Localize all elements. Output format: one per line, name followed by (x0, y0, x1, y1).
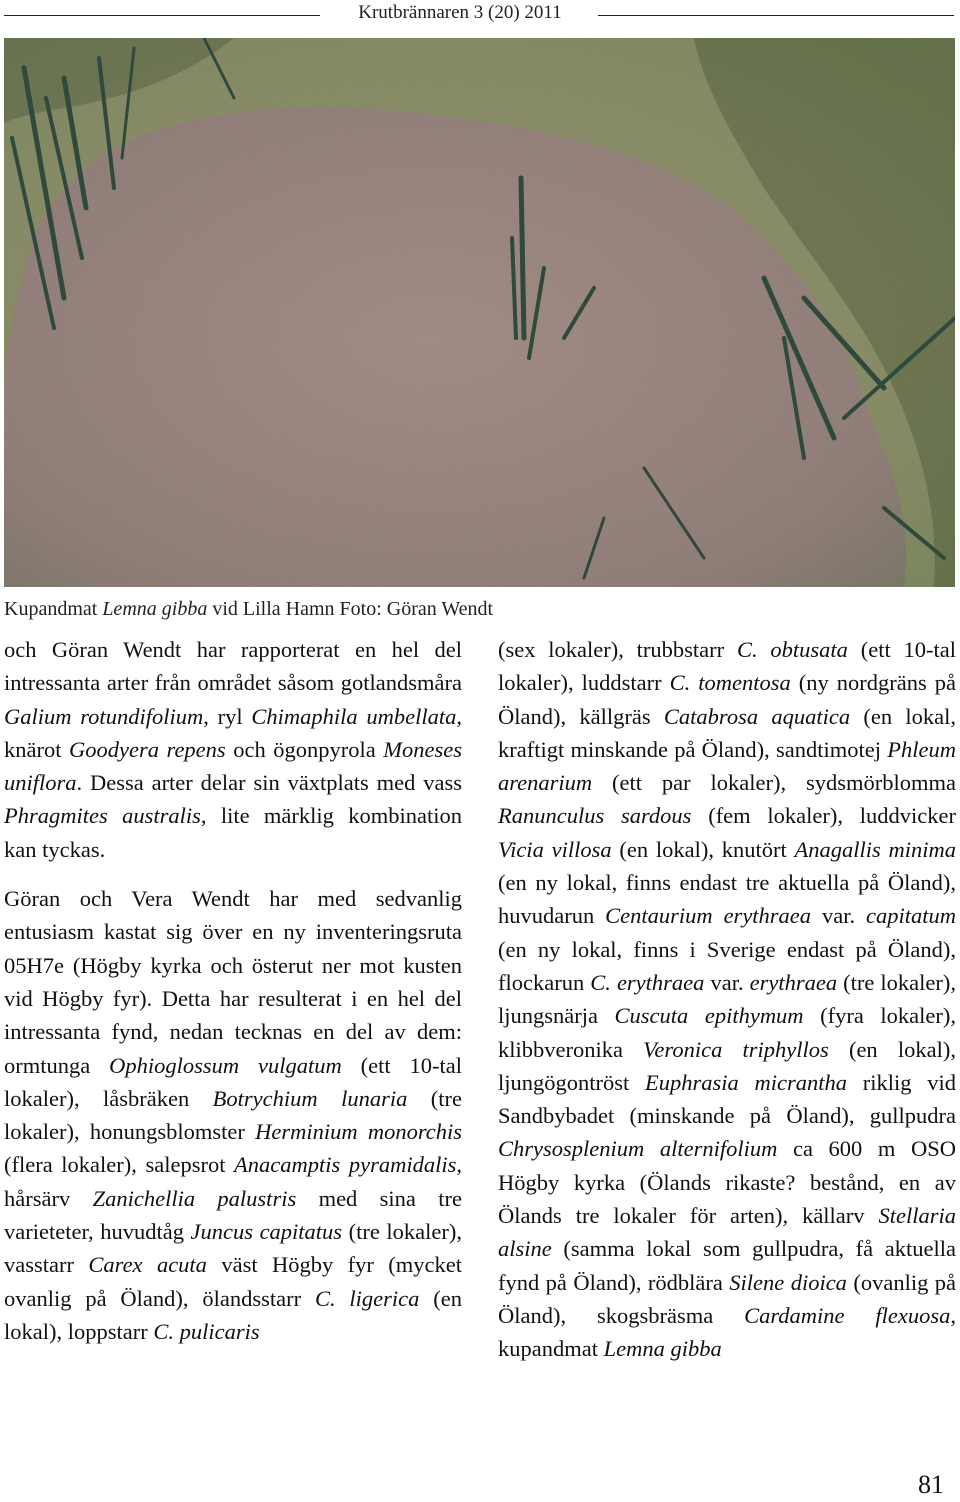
species-name: C. tomentosa (669, 670, 791, 696)
species-name: Lemna gibba (603, 1336, 722, 1362)
text-run: , knärot (4, 703, 462, 762)
header-rule-left (4, 15, 320, 16)
text-run: och ögonpyrola (225, 736, 384, 762)
left-paragraph-1 (4, 633, 462, 866)
text-run: , kupandmat (498, 1302, 956, 1362)
species-name: Zanichellia palustris (92, 1185, 297, 1211)
species-name: Anacamptis pyramidalis (234, 1152, 457, 1178)
species-name: Chrysosplenium alternifolium (498, 1136, 778, 1162)
species-name: C. obtusata (736, 637, 848, 662)
left-column (4, 633, 462, 1348)
text-run: , lite märklig kombination kan tyckas. (4, 803, 462, 862)
species-name: Phragmites australis (4, 803, 201, 829)
page-number: 81 (918, 1470, 944, 1499)
species-name: Chimaphila umbellata (251, 703, 457, 729)
text-run: Göran och Vera Wendt har med sedvanlig entusiasm kastat sig över en ny inventeringsruta 05H7e (Högby kyrka och österut ner mot kusten vid Högby fyr). Detta har resulterat i en hel del intressanta fynd, nedan tecknas en del av dem: ormtunga (4, 886, 462, 1078)
species-name: Euphrasia micrantha (645, 1069, 847, 1095)
text-run: (fem lokaler), luddvicker (691, 803, 956, 829)
text-run: (en lokal, kraftigt minskande på Öland), sandtimotej (498, 703, 956, 762)
right-column (498, 633, 956, 1366)
species-name: Carex acuta (88, 1252, 207, 1278)
photo-illustration (4, 38, 955, 587)
species-name: Cuscuta epithymum (614, 1003, 804, 1029)
text-run: (tre lokaler), ljungsnärja (498, 969, 957, 1029)
text-run: (ett 10-tal lokaler), låsbräken (4, 1052, 463, 1111)
photo-lemna-gibba (4, 38, 955, 587)
text-run: (tre lokaler), honungsblomster (4, 1085, 463, 1145)
species-name: Ophioglossum vulgatum (109, 1052, 342, 1078)
caption-species: Lemna gibba (102, 598, 208, 620)
running-header (0, 0, 960, 30)
text-run: (ett 10-tal lokaler), luddstarr (498, 637, 956, 696)
species-name: C. ligerica (314, 1285, 420, 1311)
species-name: Stellaria alsine (498, 1203, 956, 1262)
species-name: Anagallis minima (794, 836, 956, 862)
text-run: (sex lokaler), trubbstarr (498, 637, 737, 662)
species-name: erythraea (749, 969, 838, 995)
species-name: Botrychium lunaria (212, 1085, 408, 1111)
species-name: Ranunculus sardous (498, 803, 692, 829)
species-name: Vicia villosa (498, 836, 612, 862)
text-run: ca 600 m OSO Högby kyrka (Ölands rikaste? bestånd, en av Ölands tre lokaler för arten), källarv (498, 1136, 956, 1229)
text-run: . Dessa arter delar sin växtplats med vass (76, 770, 462, 796)
running-title: Krutbrännaren 3 (20) 2011 (358, 2, 562, 23)
text-run: (tre lokaler), vasstarr (4, 1219, 463, 1278)
species-name: Moneses uniflora (4, 736, 462, 796)
photo-caption (4, 598, 704, 621)
text-run: (samma lokal som gullpudra, få aktuella fynd på Öland), rödblära (498, 1236, 956, 1295)
text-run: (en ny lokal, finns i Sverige endast på Öland), flockarun (498, 936, 956, 995)
species-name: C. erythraea (590, 969, 705, 995)
species-name: Silene dioica (729, 1269, 847, 1295)
text-run: (ovanlig på Öland), skogsbräsma (498, 1269, 957, 1328)
header-rule-right (598, 15, 954, 16)
text-run: var. (704, 969, 750, 995)
text-run: (fyra lokaler), klibbveronika (498, 1003, 956, 1062)
right-paragraph-1 (498, 633, 956, 1366)
text-run: (ny nordgräns på Öland), källgräs (498, 670, 956, 729)
text-run: , hårsärv (4, 1152, 462, 1211)
caption-text-before: Kupandmat (4, 598, 103, 620)
text-run: väst Högby fyr (mycket ovanlig på Öland), ölandsstarr (4, 1252, 462, 1311)
species-name: Veronica triphyllos (643, 1036, 829, 1062)
species-name: Phleum arenarium (498, 736, 956, 796)
species-name: Herminium monorchis (255, 1119, 462, 1145)
species-name: Cardamine flexuosa (744, 1302, 951, 1328)
text-run: , ryl (203, 703, 252, 729)
species-name: C. pulicaris (153, 1318, 260, 1344)
left-paragraph-2 (4, 882, 462, 1348)
text-run: (en lokal), knutört (611, 836, 795, 862)
text-run: (en lokal), ljungögontröst (498, 1036, 956, 1095)
text-run: riklig vid Sandbybadet (minskande på Öland), gullpudra (498, 1069, 956, 1129)
text-run: och Göran Wendt har rapporterat en hel del intressanta arter från området såsom gotlandsmåra (4, 637, 462, 696)
text-run: (ett par lokaler), sydsmörblomma (592, 770, 956, 796)
species-name: Centaurium erythraea (605, 903, 812, 929)
species-name: capitatum (866, 903, 956, 929)
text-run: (flera lokaler), salepsrot (4, 1152, 235, 1178)
caption-text-after: vid Lilla Hamn Foto: Göran Wendt (207, 598, 494, 620)
species-name: Galium rotundifolium (4, 703, 204, 729)
species-name: Goodyera repens (69, 736, 226, 762)
text-run: (en ny lokal, finns endast tre aktuella på Öland), huvudarun (498, 870, 956, 929)
text-run: var. (811, 903, 866, 929)
text-run: (en lokal), loppstarr (4, 1285, 462, 1344)
text-run: med sina tre varieteter, huvudtåg (4, 1185, 462, 1245)
species-name: Catabrosa aquatica (663, 703, 851, 729)
species-name: Juncus capitatus (190, 1219, 343, 1245)
